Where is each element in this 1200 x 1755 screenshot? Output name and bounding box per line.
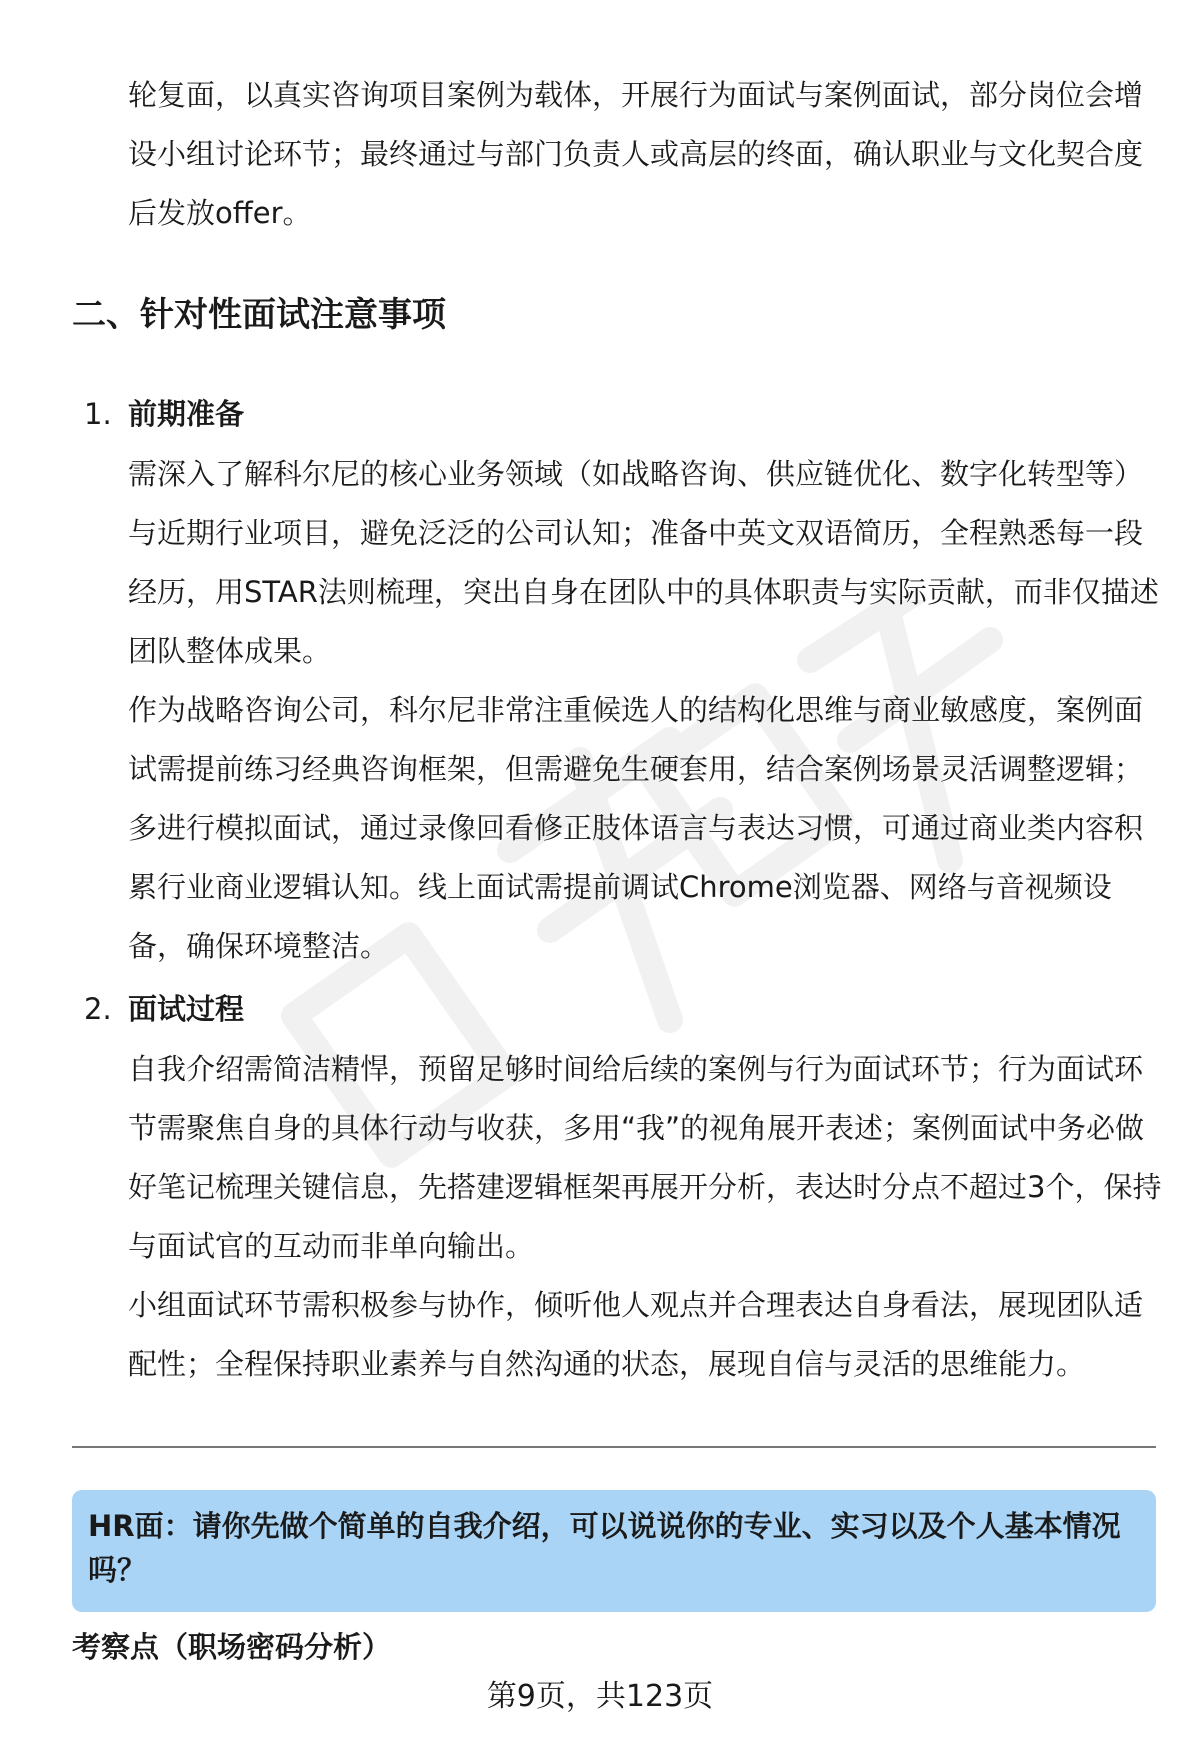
section-heading: 二、针对性面试注意事项	[72, 295, 446, 335]
process-paragraph-1: 自我介绍需简洁精悍，预留足够时间给后续的案例与行为面试环节；行为面试环节需聚焦自身的具体行动与收获，多用“我”的视角展开表述；案例面试中务必做好笔记梳理关键信息，先搭建逻辑框架再展开分析，表达时分点不超过3个，保持与面试官的互动而非单向输出。	[128, 1052, 1162, 1263]
question-box	[72, 1490, 1156, 1612]
preparation-paragraph-1: 需深入了解科尔尼的核心业务领域（如战略咨询、供应链优化、数字化转型等）与近期行业项目，避免泛泛的公司认知；准备中英文双语简历，全程熟悉每一段经历，用STAR法则梳理，突出自身在团队中的具体职责与实际贡献，而非仅描述团队整体成果。	[128, 457, 1159, 668]
analysis-heading: 考察点（职场密码分析）	[72, 1630, 392, 1664]
list-number-2: 2.	[84, 992, 112, 1026]
list-number-1: 1.	[84, 397, 112, 431]
intro-paragraph: 轮复面，以真实咨询项目案例为载体，开展行为面试与案例面试，部分岗位会增设小组讨论环节；最终通过与部门负责人或高层的终面，确认职业与文化契合度后发放offer。	[128, 78, 1144, 230]
question-text: HR面：请你先做个简单的自我介绍，可以说说你的专业、实习以及个人基本情况吗？	[88, 1509, 1121, 1587]
list-title-preparation: 前期准备	[128, 397, 245, 431]
preparation-paragraph-2: 作为战略咨询公司，科尔尼非常注重候选人的结构化思维与商业敏感度，案例面试需提前练习经典咨询框架，但需避免生硬套用，结合案例场景灵活调整逻辑；多进行模拟面试，通过录像回看修正肢体语言与表达习惯，可通过商业类内容积累行业商业逻辑认知。线上面试需提前调试Chrome浏览器、网络与音视频设备，确保环境整洁。	[128, 693, 1144, 963]
section-divider	[72, 1446, 1156, 1448]
process-paragraph-2: 小组面试环节需积极参与协作，倾听他人观点并合理表达自身看法，展现团队适配性；全程保持职业素养与自然沟通的状态，展现自信与灵活的思维能力。	[128, 1288, 1144, 1381]
list-title-process: 面试过程	[128, 992, 245, 1026]
page-footer: 第9页，共123页	[486, 1679, 714, 1714]
